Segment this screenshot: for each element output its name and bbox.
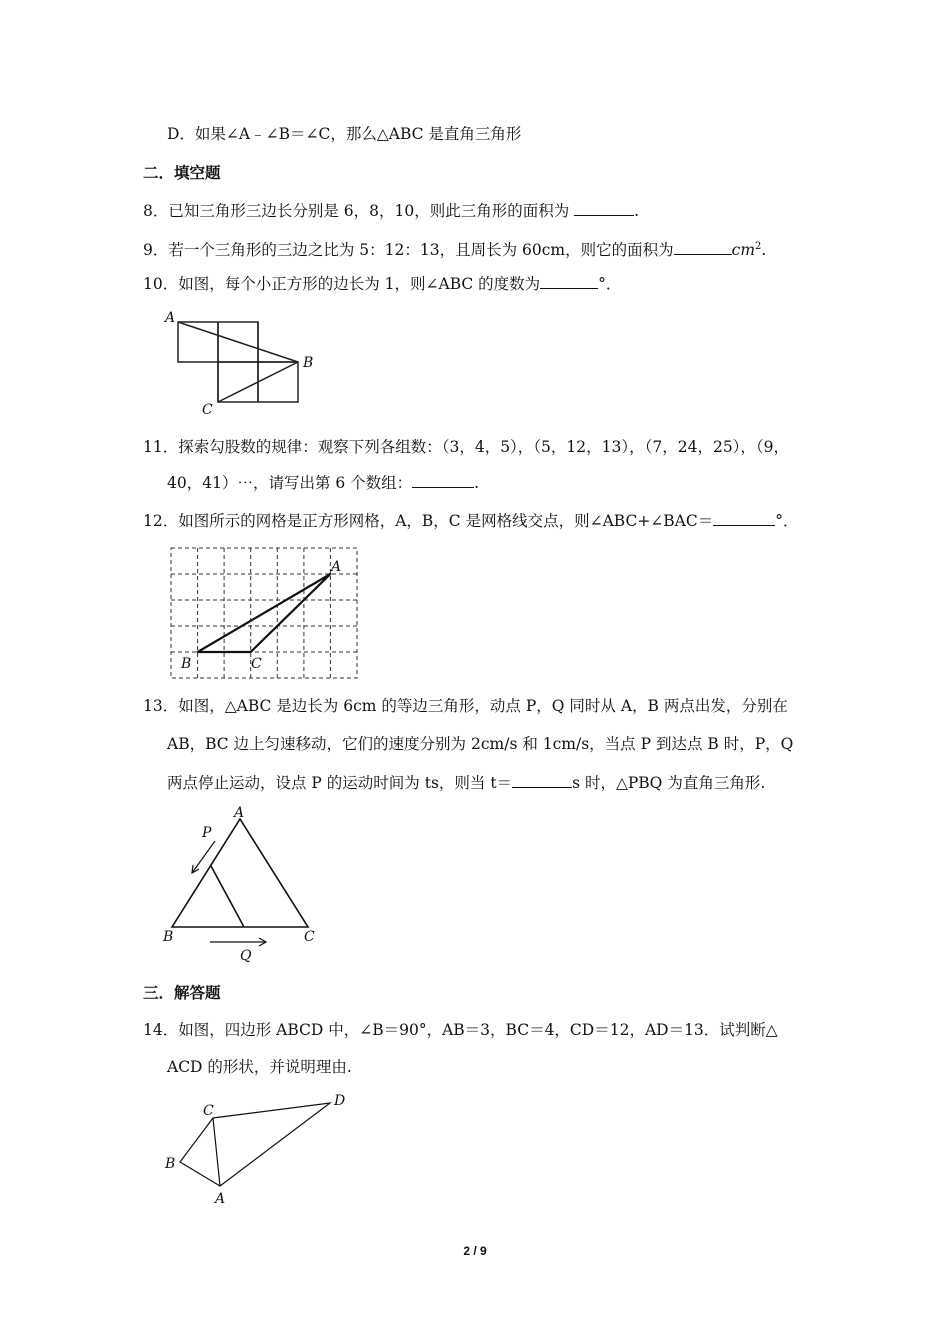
- q13-text-a: 两点停止运动，设点 P 的运动时间为 ts，则当 t＝: [167, 774, 513, 792]
- question-9: [143, 237, 766, 260]
- fig14-label-c: C: [203, 1103, 214, 1119]
- fig12-label-a: A: [331, 559, 342, 575]
- figure-q13-triangle: [160, 803, 340, 963]
- fig10-segment-ab: [178, 322, 298, 362]
- section3-title: 三．解答题: [143, 983, 221, 1002]
- q12-end: °．: [775, 512, 799, 530]
- fig12-label-c: C: [251, 656, 262, 672]
- question-13-line1: 13．如图，△ABC 是边长为 6cm 的等边三角形，动点 P，Q 同时从 A，B 两点出发，分别在: [143, 697, 788, 715]
- fig10-label-b: B: [303, 355, 314, 371]
- q9-unit-superscript: 2: [755, 241, 762, 252]
- figure-q12-grid: [165, 540, 365, 680]
- q10-answer-blank[interactable]: [540, 273, 598, 289]
- q11-answer-blank[interactable]: [412, 472, 474, 488]
- page-number: 2 / 9: [463, 1244, 487, 1258]
- fig13-label-a: A: [234, 805, 245, 821]
- figure-q10-grid: [160, 308, 320, 418]
- fig12-triangle-abc: [198, 574, 331, 652]
- q8-end: .: [634, 202, 640, 220]
- figure-q14-quadrilateral: [160, 1090, 360, 1210]
- section2-title: 二．填空题: [143, 163, 221, 182]
- fig13-label-c: C: [304, 929, 315, 945]
- q10-text: 10．如图，每个小正方形的边长为 1，则∠ABC 的度数为: [143, 275, 541, 293]
- question-13-line2: AB，BC 边上匀速移动，它们的速度分别为 2cm/s 和 1cm/s，当点 P 到达点 B 时，P，Q: [167, 735, 794, 753]
- q12-answer-blank[interactable]: [713, 510, 775, 526]
- fig10-label-a: A: [165, 310, 176, 326]
- fig14-label-b: B: [165, 1156, 176, 1172]
- fig14-diagonal-ca: [213, 1118, 220, 1186]
- q7-option-d: D．如果∠A﹣∠B＝∠C，那么△ABC 是直角三角形: [167, 125, 522, 143]
- question-14-line1: 14．如图，四边形 ABCD 中，∠B＝90°，AB＝3，BC＝4，CD＝12，AD＝13．试判断△: [143, 1021, 778, 1039]
- q8-text: 8．已知三角形三边长分别是 6，8，10，则此三角形的面积为: [143, 202, 575, 220]
- fig14-label-a: A: [215, 1191, 226, 1207]
- fig14-label-d: D: [334, 1093, 346, 1109]
- question-8: [143, 200, 639, 221]
- q13-text-b: s 时，△PBQ 为直角三角形.: [572, 774, 766, 792]
- fig13-segment-pq: [211, 866, 244, 927]
- question-11-line2: [167, 472, 479, 493]
- fig10-label-c: C: [202, 402, 213, 418]
- question-13-line3: [167, 772, 765, 793]
- q13-answer-blank[interactable]: [512, 772, 572, 788]
- q9-text: 9．若一个三角形的三边之比为 5：12：13，且周长为 60cm，则它的面积为: [143, 241, 674, 260]
- fig13-label-q: Q: [240, 948, 252, 964]
- fig13-label-p: P: [202, 825, 212, 841]
- fig13-label-b: B: [163, 929, 174, 945]
- question-12: [143, 510, 799, 531]
- q9-answer-blank[interactable]: [674, 239, 732, 255]
- question-10: [143, 273, 621, 294]
- q9-end: .: [761, 241, 767, 260]
- q12-text: 12．如图所示的网格是正方形网格，A，B，C 是网格线交点，则∠ABC+∠BAC＝: [143, 512, 714, 530]
- question-14-line2: ACD 的形状，并说明理由.: [167, 1058, 352, 1076]
- fig13-arrow-q: [210, 938, 266, 946]
- fig12-label-b: B: [181, 656, 192, 672]
- q8-answer-blank[interactable]: [574, 200, 634, 216]
- question-11-line1: 11．探索勾股数的规律：观察下列各组数：（3，4，5），（5，12，13），（7，24，25），（9，: [143, 438, 790, 456]
- q10-end: °．: [598, 275, 622, 293]
- q11-text: 40，41）⋯，请写出第 6 个数组：: [167, 474, 413, 492]
- q11-end: .: [474, 474, 480, 492]
- q9-unit: cm: [731, 241, 756, 260]
